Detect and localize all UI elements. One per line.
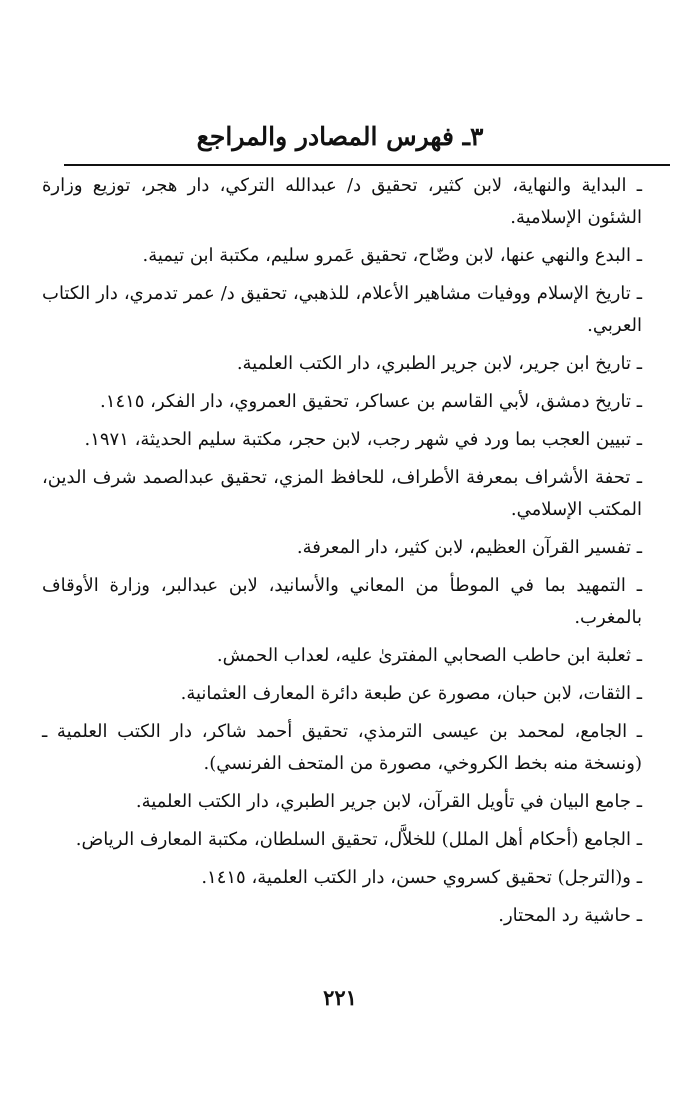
reference-entry: ـ تاريخ ابن جرير، لابن جرير الطبري، دار الكتب العلمية. bbox=[236, 353, 642, 374]
page-heading: ٣ـ فهرس المصادر والمراجع bbox=[196, 122, 484, 151]
reference-entry: ـ التمهيد بما في الموطأ من المعاني والأسانيد، لابن عبدالبر، وزارة الأوقاف بالمغرب. bbox=[42, 575, 642, 628]
reference-entry: ـ جامع البيان في تأويل القرآن، لابن جرير الطبري، دار الكتب العلمية. bbox=[135, 791, 642, 812]
reference-entry: ـ تبيين العجب بما ورد في شهر رجب، لابن حجر، مكتبة سليم الحديثة، ١٩٧١. bbox=[84, 429, 642, 450]
reference-entry: ـ الجامع، لمحمد بن عيسى الترمذي، تحقيق أحمد شاكر، دار الكتب العلمية ـ (ونسخة منه بخط الكروخي، مصورة من المتحف الفرنسي). bbox=[42, 721, 642, 774]
reference-entry: ـ البداية والنهاية، لابن كثير، تحقيق د/ عبدالله التركي، دار هجر، توزيع وزارة الشئون الإسلامية. bbox=[42, 175, 642, 228]
references-list bbox=[42, 170, 642, 938]
reference-entry: ـ الثقات، لابن حبان، مصورة عن طبعة دائرة المعارف العثمانية. bbox=[180, 683, 642, 704]
reference-entry: ـ تحفة الأشراف بمعرفة الأطراف، للحافظ المزي، تحقيق عبدالصمد شرف الدين، المكتب الإسلامي. bbox=[42, 467, 642, 520]
reference-entry: ـ تاريخ الإسلام ووفيات مشاهير الأعلام، للذهبي، تحقيق د/ عمر تدمري، دار الكتاب العربي. bbox=[42, 283, 642, 336]
reference-entry: ـ و(الترجل) تحقيق كسروي حسن، دار الكتب العلمية، ١٤١٥. bbox=[201, 867, 642, 888]
reference-entry: ـ الجامع (أحكام أهل الملل) للخلاَّل، تحقيق السلطان، مكتبة المعارف الرياض. bbox=[75, 829, 642, 850]
reference-entry: ـ تاريخ دمشق، لأبي القاسم بن عساكر، تحقيق العمروي، دار الفكر، ١٤١٥. bbox=[100, 391, 642, 412]
reference-entry: ـ البدع والنهي عنها، لابن وضّاح، تحقيق عَمرو سليم، مكتبة ابن تيمية. bbox=[142, 245, 642, 266]
heading-divider bbox=[64, 164, 670, 166]
reference-entry: ـ حاشية رد المحتار. bbox=[498, 905, 642, 926]
reference-entry: ـ ثعلبة ابن حاطب الصحابي المفترىٰ عليه، لعداب الحمش. bbox=[216, 645, 642, 666]
reference-entry: ـ تفسير القرآن العظيم، لابن كثير، دار المعرفة. bbox=[296, 537, 642, 558]
page-number: ٢٢١ bbox=[323, 985, 357, 1010]
